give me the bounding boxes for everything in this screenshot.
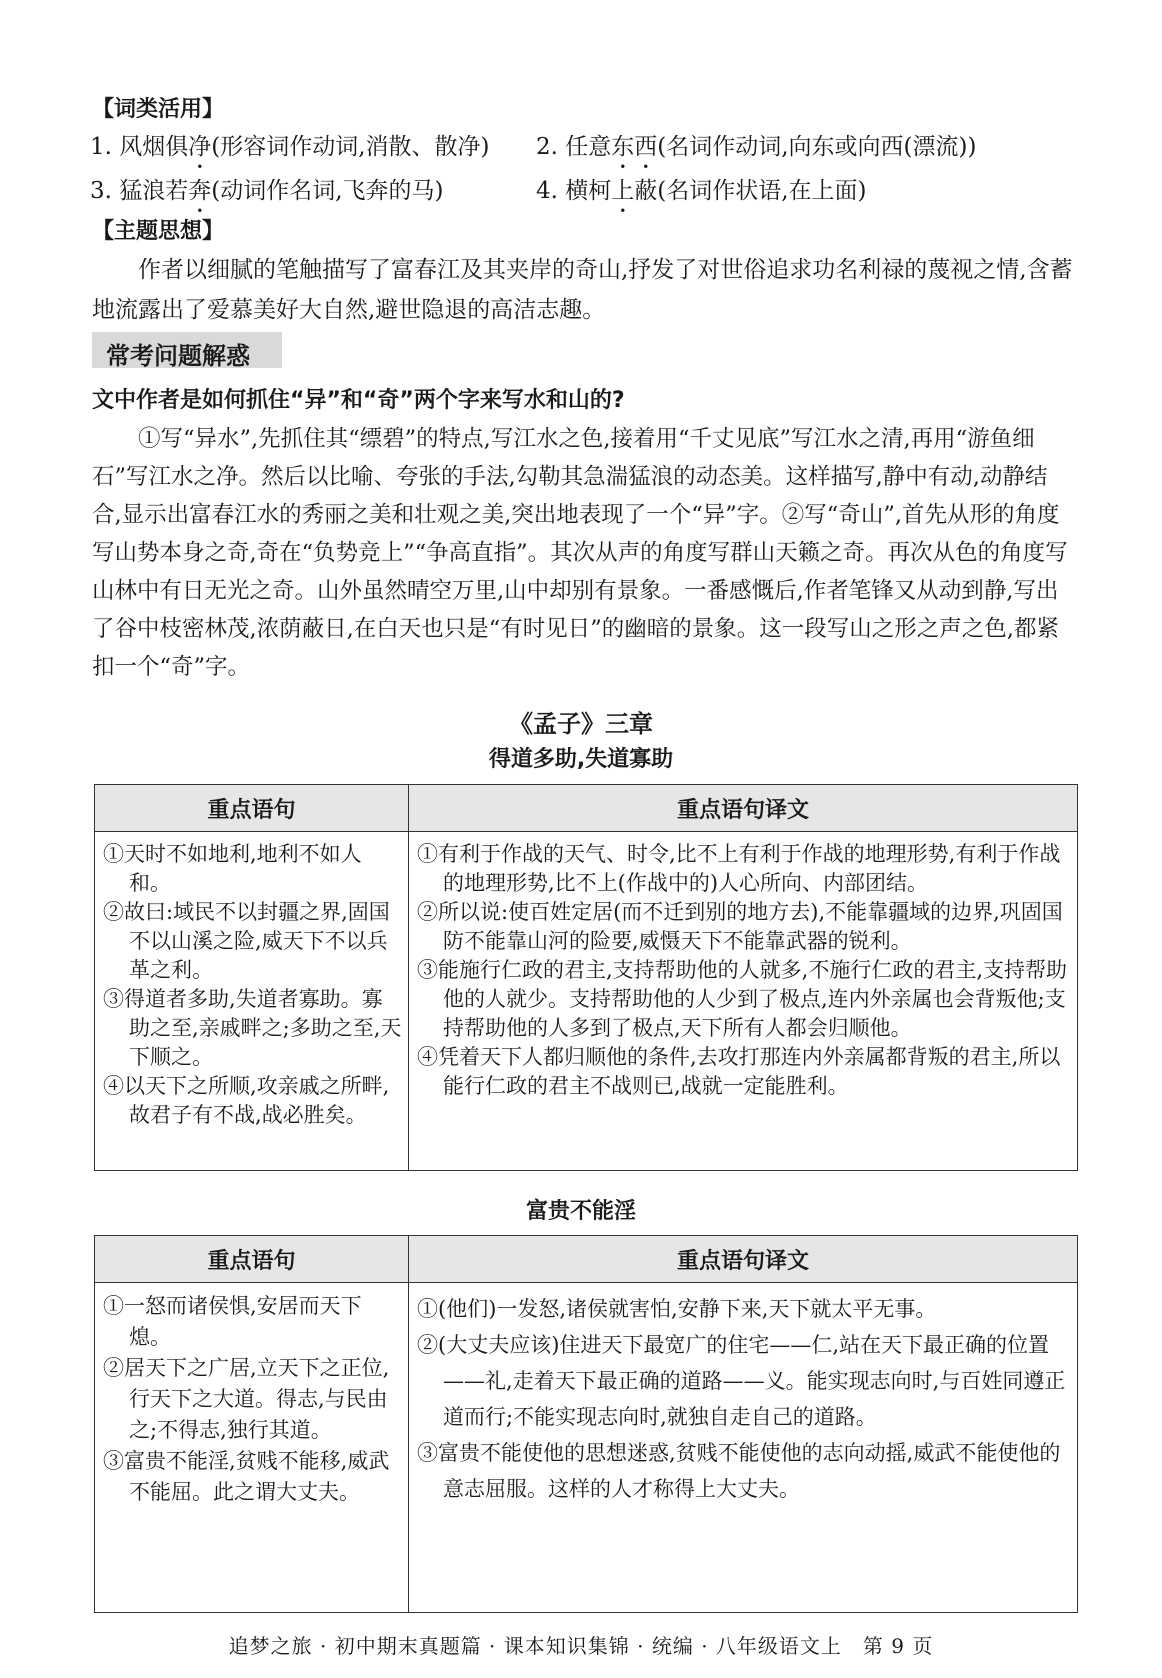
section2-col-sentence: 重点语句 — [95, 1236, 409, 1283]
wordclass-item-1-post: (形容词作动词,消散、散净) — [211, 134, 490, 160]
section1-translations-cell — [409, 832, 1078, 1171]
section2-sentence-1: ①一怒而诸侯惧,安居而天下熄。 — [103, 1294, 362, 1349]
section1-title: 得道多助,失道寡助 — [488, 747, 674, 772]
wordclass-item-1-key: 净 — [188, 134, 212, 160]
theme-header: 【主题思想】 — [92, 219, 225, 244]
section1-translation-3: ③能施行仁政的君主,支持帮助他的人就多,不施行仁政的君主,支持帮助他的人就少。支持帮助他的人少到了极点,连内外亲属也会背叛他;支持帮助他的人多到了极点,天下所有人都会归顺他。 — [417, 958, 1068, 1040]
wordclass-item-4-post: 蔽(名词作状语,在上面) — [634, 178, 867, 204]
wordclass-item-4-pre: 4. 横柯 — [536, 178, 612, 204]
wordclass-item-1 — [90, 128, 490, 174]
page-footer: 追梦之旅 · 初中期末真题篇 · 课本知识集锦 · 统编 · 八年级语文上 第 9 页 — [228, 1634, 934, 1658]
faq-band-label: 常考问题解惑 — [106, 342, 250, 370]
section1-sentence-3: ③得道者多助,失道者寡助。寡助之至,亲戚畔之;多助之至,天下顺之。 — [103, 987, 402, 1069]
section1-sentence-2: ②故曰:域民不以封疆之界,固国不以山溪之险,威天下不以兵革之利。 — [103, 900, 390, 982]
wordclass-item-2-post: (名词作动词,向东或向西(漂流)) — [657, 134, 977, 160]
section1-translation-4: ④凭着天下人都归顺他的条件,去攻打那连内外亲属都背叛的君主,所以能行仁政的君主不战则已,战就一定能胜利。 — [417, 1045, 1061, 1098]
section2-sentences-cell — [95, 1283, 409, 1613]
wordclass-item-3-pre: 3. 猛浪若 — [90, 178, 189, 204]
wordclass-item-3-post: (动词作名词,飞奔的马) — [211, 178, 444, 204]
section2-title: 富贵不能淫 — [525, 1199, 636, 1224]
section2-translation-3: ③富贵不能使他的思想迷惑,贫贱不能使他的志向动摇,威武不能使他的意志屈服。这样的人才称得上大丈夫。 — [417, 1441, 1061, 1501]
section2-translations-cell — [409, 1283, 1078, 1613]
faq-band — [92, 332, 282, 368]
wordclass-item-2-key: 东西 — [611, 134, 658, 160]
faq-answer: ①写“异水”,先抓住其“缥碧”的特点,写江水之色,接着用“千丈见底”写江水之清,再用“游鱼细石”写江水之净。然后以比喻、夸张的手法,勾勒其急湍猛浪的动态美。这样描写,静中有动,动静结合,显示出富春江水的秀丽之美和壮观之美,突出地表现了一个“异”字。②写“奇山”,首先从形的角度写山势本身之奇,奇在“负势竞上”“争高直指”。其次从声的角度写群山天籁之奇。再次从色的角度写山林中有日无光之奇。山外虽然晴空万里,山中却别有景象。一番感慨后,作者笔锋又从动到静,写出了谷中枝密林茂,浓荫蔽日,在白天也只是“有时见日”的幽暗的景象。这一段写山之形之声之色,都紧扣一个“奇”字。 — [92, 426, 1068, 680]
section1-translation-1: ①有利于作战的天气、时令,比不上有利于作战的地理形势,有利于作战的地理形势,比不上(作战中的)人心所向、内部团结。 — [417, 842, 1061, 895]
section1-table — [94, 784, 1078, 1171]
section2-col-translation: 重点语句译文 — [409, 1236, 1078, 1283]
section1-body-row — [95, 832, 1078, 1171]
section2-translation-2: ②(大丈夫应该)住进天下最宽广的住宅——仁,站在天下最正确的位置——礼,走着天下最正确的道路——义。能实现志向时,与百姓同遵正道而行;不能实现志向时,就独自走自己的道路。 — [417, 1333, 1066, 1429]
section1-sentences-cell — [95, 832, 409, 1171]
chapter-title: 《孟子》三章 — [509, 710, 653, 738]
wordclass-item-1-pre: 1. 风烟俱 — [90, 134, 189, 160]
section1-header-row — [95, 785, 1078, 832]
section1-sentence-4: ④以天下之所顺,攻亲戚之所畔,故君子有不战,战必胜矣。 — [103, 1074, 390, 1127]
section1-translation-2: ②所以说:使百姓定居(而不迁到别的地方去),不能靠疆域的边界,巩固国防不能靠山河的险要,威慑天下不能靠武器的锐利。 — [417, 900, 1063, 953]
wordclass-item-2 — [536, 128, 976, 174]
wordclass-item-4 — [536, 172, 867, 218]
wordclass-item-2-pre: 2. 任意 — [536, 134, 612, 160]
theme-text: 作者以细腻的笔触描写了富春江及其夹岸的奇山,抒发了对世俗追求功名利禄的蔑视之情,含蓄地流露出了爱慕美好大自然,避世隐退的高洁志趣。 — [92, 257, 1073, 323]
faq-question: 文中作者是如何抓住“异”和“奇”两个字来写水和山的? — [92, 388, 625, 413]
section2-header-row — [95, 1236, 1078, 1283]
wordclass-item-4-key: 上 — [611, 178, 635, 204]
section2-body-row — [95, 1283, 1078, 1613]
section2-sentence-2: ②居天下之广居,立天下之正位,行天下之大道。得志,与民由之;不得志,独行其道。 — [103, 1356, 390, 1442]
section1-sentence-1: ①天时不如地利,地利不如人和。 — [103, 842, 362, 895]
wordclass-header: 【词类活用】 — [92, 97, 225, 122]
wordclass-item-3-key: 奔 — [188, 178, 212, 204]
section1-col-translation: 重点语句译文 — [409, 785, 1078, 832]
section1-col-sentence: 重点语句 — [95, 785, 409, 832]
section2-translation-1: ①(他们)一发怒,诸侯就害怕,安静下来,天下就太平无事。 — [417, 1297, 937, 1321]
wordclass-item-3 — [90, 172, 444, 218]
section2-sentence-3: ③富贵不能淫,贫贱不能移,威武不能屈。此之谓大丈夫。 — [103, 1449, 390, 1504]
section2-table — [94, 1235, 1078, 1613]
